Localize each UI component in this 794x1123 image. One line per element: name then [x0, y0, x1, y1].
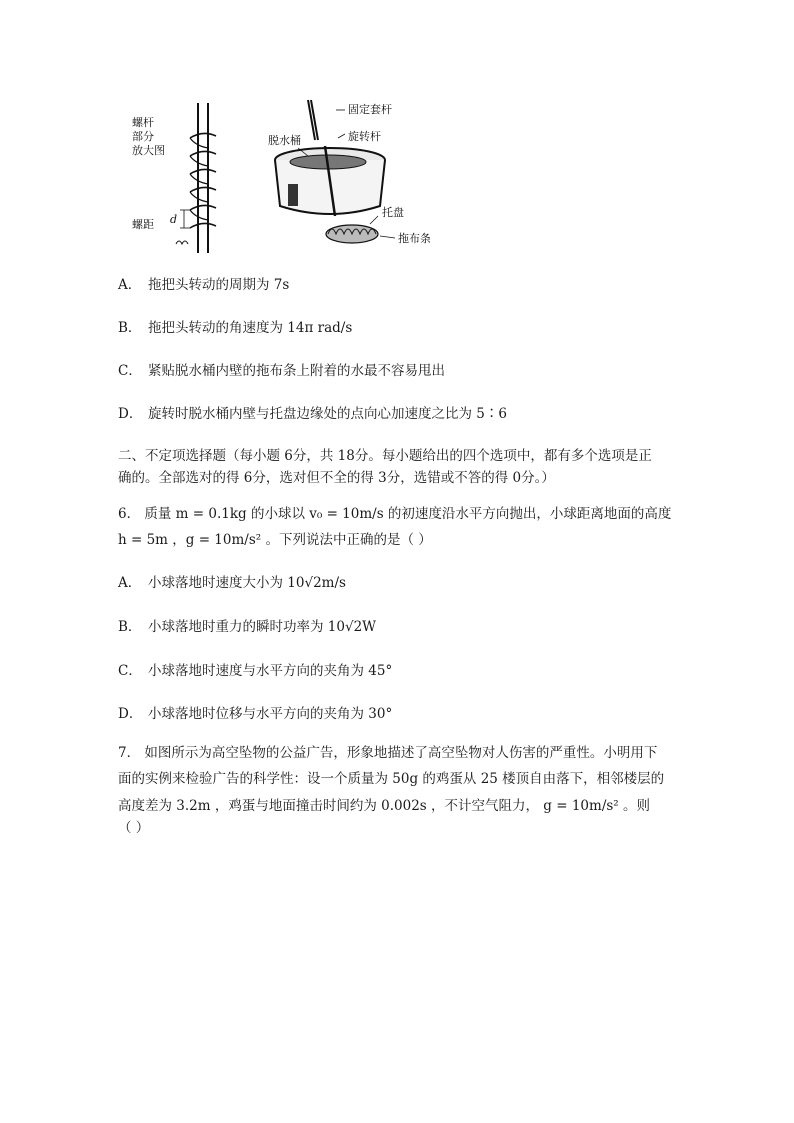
q6-option-d — [118, 705, 392, 723]
q6-option-b — [118, 618, 376, 636]
screw-label-line-1: 螺杆 — [132, 116, 154, 129]
pitch-symbol: d — [170, 213, 178, 226]
q6-line-2: h = 5m ，g = 10m/s² 。下列说法中正确的是（ ） — [118, 532, 432, 548]
option-text: 旋转时脱水桶内壁与托盘边缘处的点向心加速度之比为 5∶6 — [148, 406, 507, 422]
q5-option-c — [118, 362, 445, 380]
pitch-label: 螺距 — [132, 218, 154, 231]
screw-label-line-3: 放大图 — [132, 144, 165, 157]
label-spin-bucket: 脱水桶 — [268, 134, 301, 147]
q7-line-2: 面的实例来检验广告的科学性：设一个质量为 50g 的鸡蛋从 25 楼顶自由落下，相邻楼层的 — [118, 771, 665, 787]
label-tray: 托盘 — [382, 206, 404, 219]
mop-figure — [130, 98, 430, 258]
spin-bucket-diagram — [275, 100, 395, 243]
q6-option-c — [118, 662, 392, 680]
q7-line-3: 高度差为 3.2m ，鸡蛋与地面撞击时间约为 0.002s ，不计空气阻力， g = 10m/s² 。则 — [118, 798, 650, 814]
option-letter: A． — [118, 277, 142, 293]
q7-line-4: （ ） — [118, 820, 150, 836]
option-letter: D． — [118, 706, 143, 722]
option-letter: B． — [118, 619, 142, 635]
label-mop-strips: 拖布条 — [398, 232, 430, 245]
screw-rod-diagram — [176, 103, 216, 253]
option-text: 小球落地时位移与水平方向的夹角为 30° — [148, 706, 393, 722]
q5-option-d — [118, 405, 507, 423]
option-letter: D． — [118, 406, 143, 422]
option-text: 拖把头转动的周期为 7s — [148, 277, 290, 293]
q7-line-1: 7． 如图所示为高空坠物的公益广告，形象地描述了高空坠物对人伤害的严重性。小明用下 — [118, 745, 658, 761]
option-letter: A． — [118, 575, 142, 591]
option-text: 小球落地时速度大小为 10√2m/s — [148, 575, 346, 591]
label-fixed-rod: 固定套杆 — [348, 103, 392, 116]
section2-line-2: 确的。全部选对的得 6分，选对但不全的得 3分，选错或不答的得 0分。） — [118, 470, 555, 486]
option-text: 拖把头转动的角速度为 14π rad/s — [148, 320, 353, 336]
q6-option-a — [118, 574, 346, 592]
label-rotating-rod: 旋转杆 — [348, 130, 381, 143]
option-letter: C． — [118, 663, 142, 679]
q6-line-1: 6． 质量 m = 0.1kg 的小球以 v₀ = 10m/s 的初速度沿水平方向抛出，小球距离地面的高度 — [118, 506, 672, 522]
option-letter: B． — [118, 320, 142, 336]
option-text: 小球落地时重力的瞬时功率为 10√2W — [148, 619, 377, 635]
option-text: 紧贴脱水桶内壁的拖布条上附着的水最不容易甩出 — [148, 363, 445, 379]
screw-label-line-2: 部分 — [132, 130, 154, 143]
section2-line-1: 二、不定项选择题（每小题 6分，共 18分。每小题给出的四个选项中，都有多个选项是正 — [118, 448, 652, 464]
option-text: 小球落地时速度与水平方向的夹角为 45° — [148, 663, 393, 679]
q5-option-b — [118, 319, 352, 337]
q5-option-a — [118, 276, 289, 294]
option-letter: C． — [118, 363, 142, 379]
